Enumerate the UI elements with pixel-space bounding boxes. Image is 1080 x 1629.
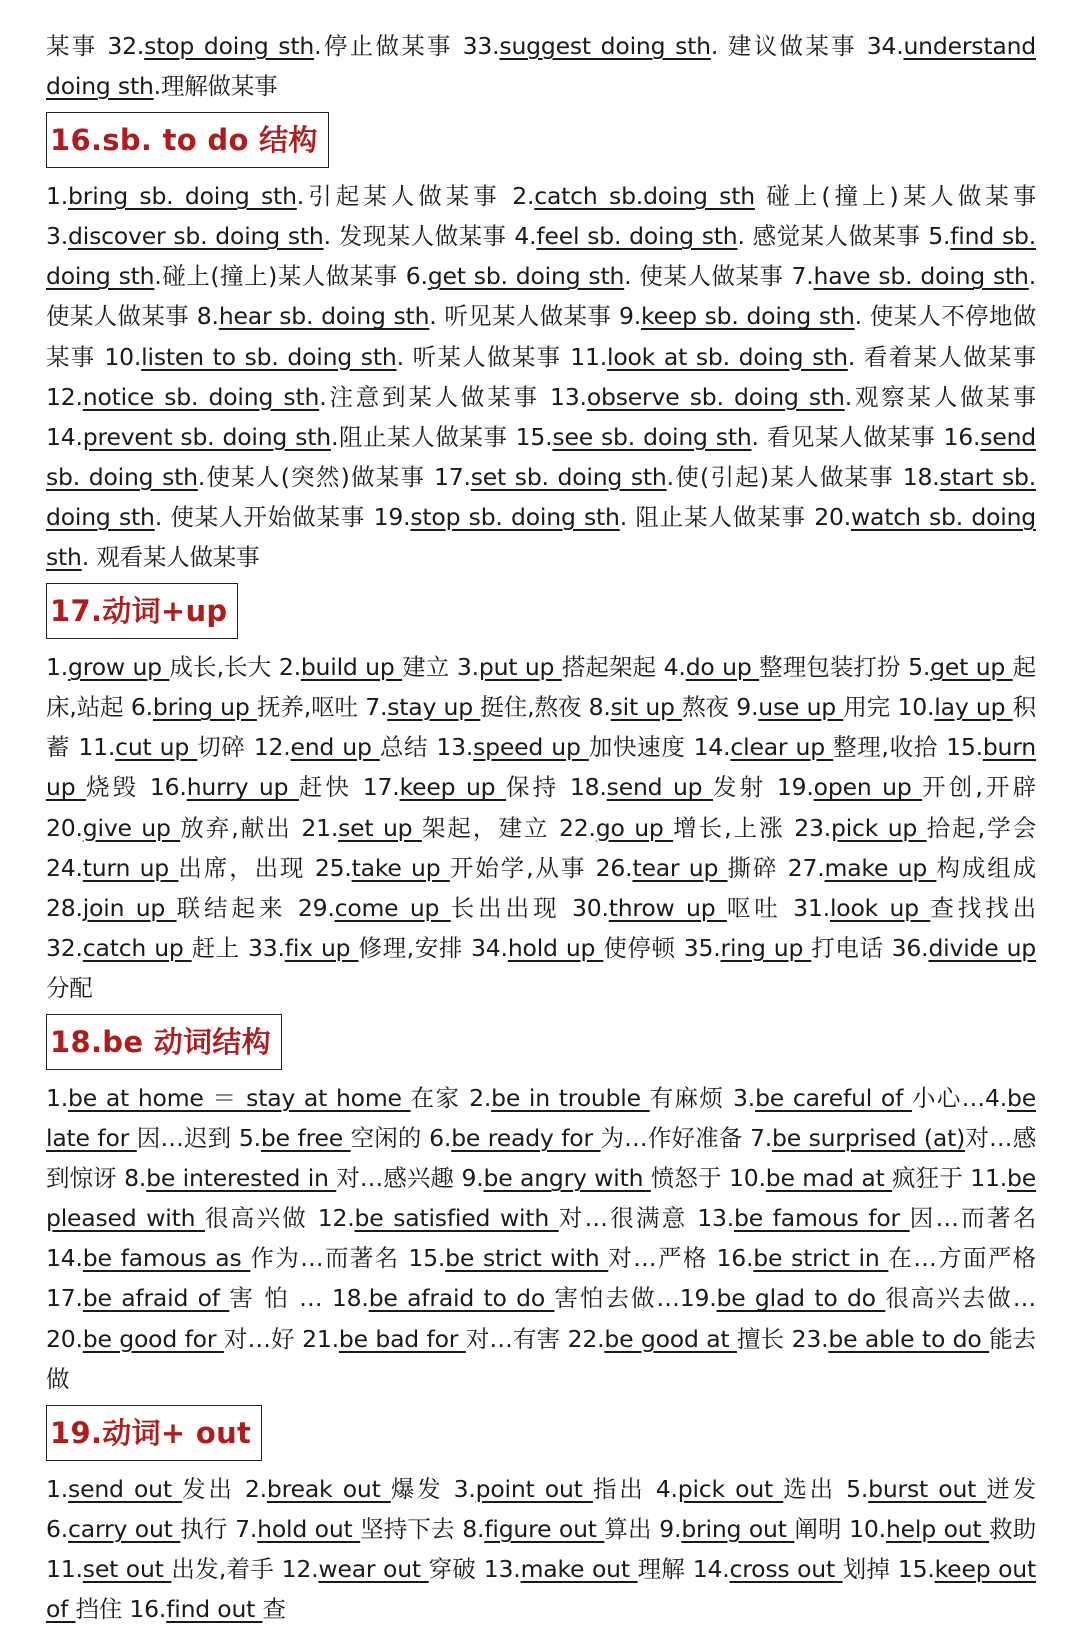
phrase-underlined: come up <box>334 893 451 922</box>
text-segment: . 使某人开始做某事 19. <box>154 502 411 531</box>
text-segment: . 看着某人做某事 12. <box>46 342 1037 411</box>
section-paragraph <box>46 176 1036 577</box>
text-segment: 1. <box>46 653 69 682</box>
phrase-underlined: set out <box>82 1554 172 1583</box>
text-segment: 查 <box>262 1595 286 1623</box>
text-segment: 碰上(撞上)某人做某事 3. <box>46 182 1036 251</box>
phrase-underlined: do up <box>685 653 760 682</box>
text-segment: 很高兴做 12. <box>205 1204 355 1233</box>
phrase-underlined: be interested in <box>146 1164 337 1193</box>
text-segment: 空闲的 6. <box>350 1124 452 1153</box>
text-segment: 阐明 10. <box>794 1514 886 1543</box>
phrase-underlined: stay up <box>387 693 481 722</box>
phrase-underlined: make out <box>520 1554 638 1583</box>
text-segment: 在…方面严格 17. <box>46 1244 1036 1313</box>
text-segment: 很高兴去做…20. <box>46 1284 1036 1353</box>
phrase-underlined: start sb. doing sth <box>46 462 1036 531</box>
phrase-underlined: point out <box>475 1474 593 1503</box>
phrase-underlined: be famous as <box>82 1244 251 1273</box>
text-segment: 积蓄 11. <box>46 693 1036 762</box>
phrase-underlined: be able to do <box>828 1324 990 1353</box>
phrase-underlined: be bad for <box>338 1324 466 1353</box>
phrase-underlined: put up <box>478 653 562 682</box>
phrase-underlined: be famous for <box>733 1204 910 1233</box>
phrase-underlined: watch sb. doing sth <box>46 502 1036 572</box>
text-segment: 联结起来 29. <box>176 893 335 922</box>
phrase-underlined: be strict with <box>445 1244 609 1273</box>
phrase-underlined: get sb. doing sth <box>427 262 625 291</box>
text-segment: 发射 19. <box>713 773 814 802</box>
text-segment: 拾起,学会 24. <box>46 813 1037 882</box>
text-segment: 救助 11. <box>46 1514 1036 1583</box>
text-segment: 开创,开辟 20. <box>46 773 1036 842</box>
text-segment: 1. <box>46 1474 69 1503</box>
phrase-underlined: pick out <box>677 1474 784 1503</box>
text-segment: 疯狂于 11. <box>892 1164 1008 1193</box>
text-segment: 呕吐 31. <box>726 893 830 922</box>
text-segment: . 使某人不停地做某事 10. <box>46 302 1037 371</box>
phrase-underlined: fix up <box>284 933 359 962</box>
phrase-underlined: keep sb. doing sth <box>641 302 855 331</box>
phrase-underlined: bring out <box>681 1514 795 1543</box>
phrase-underlined: throw up <box>608 893 727 922</box>
text-segment: 抚养,呕吐 7. <box>256 693 388 722</box>
intro-paragraph <box>46 26 1036 106</box>
text-segment: 架起，建立 22. <box>421 813 596 842</box>
text-segment: 在家 2. <box>410 1083 492 1112</box>
phrase-underlined: pick up <box>831 813 927 842</box>
phrase-underlined: lay up <box>934 693 1013 722</box>
text-segment: 为…作好准备 7. <box>600 1124 772 1153</box>
phrase-underlined: get up <box>930 653 1013 682</box>
phrase-underlined: set up <box>338 813 422 842</box>
phrase-underlined: look up <box>829 893 931 922</box>
phrase-underlined: be satisfied with <box>354 1204 559 1233</box>
text-segment: .阻止某人做某事 15. <box>330 422 553 451</box>
text-segment: . 看见某人做某事 16. <box>751 422 981 451</box>
section-paragraph <box>46 1078 1036 1399</box>
phrase-underlined: understand doing sth <box>46 32 1036 101</box>
phrase-underlined: catch sb.doing sth <box>534 182 755 211</box>
text-segment: 对…感到惊讶 8. <box>46 1124 1036 1193</box>
text-segment: .理解做某事 <box>153 72 278 101</box>
text-segment: .注意到某人做某事 13. <box>319 382 587 411</box>
text-segment: . 感觉某人做某事 5. <box>737 222 951 251</box>
text-segment: 开始学,从事 26. <box>449 853 633 882</box>
text-segment: 整理包装打扮 5. <box>759 653 931 682</box>
text-segment: 出发,着手 12. <box>171 1554 319 1583</box>
phrase-underlined: send up <box>606 773 714 802</box>
text-segment: . 建议做某事 34. <box>710 32 904 60</box>
text-segment: 建立 3. <box>402 653 479 682</box>
phrase-underlined: cross out <box>729 1554 843 1583</box>
text-segment: .停止做某事 33. <box>314 32 500 60</box>
phrase-underlined: hold up <box>507 933 604 962</box>
text-segment: 执行 7. <box>180 1514 258 1543</box>
phrase-underlined: turn up <box>82 853 179 882</box>
phrase-underlined: cut up <box>115 733 198 762</box>
text-segment: 理解 14. <box>637 1554 730 1583</box>
phrase-underlined: suggest doing sth <box>499 32 711 60</box>
phrase-underlined: send out <box>68 1474 183 1503</box>
phrase-underlined: hurry up <box>186 773 299 802</box>
phrase-underlined: discover sb. doing sth <box>68 222 324 251</box>
phrase-underlined: figure out <box>484 1514 605 1543</box>
phrase-underlined: bring sb. doing sth <box>68 182 297 211</box>
phrase-underlined: be afraid to do <box>368 1284 555 1313</box>
text-segment: 赶快 17. <box>298 773 400 802</box>
phrase-underlined: be angry with <box>483 1164 651 1193</box>
phrase-underlined: be free <box>260 1124 351 1153</box>
phrase-underlined: observe sb. doing sth <box>586 382 845 411</box>
phrase-underlined: be good at <box>604 1324 737 1353</box>
text-segment: . 听见某人做某事 9. <box>429 302 642 331</box>
phrase-underlined: find sb. doing sth <box>46 222 1036 291</box>
text-segment: 因…迟到 5. <box>136 1124 261 1153</box>
text-segment: 能去做 <box>46 1324 1036 1393</box>
text-segment: 1. <box>46 182 69 211</box>
section-heading: 17.动词+up <box>46 583 238 639</box>
phrase-underlined: notice sb. doing sth <box>82 382 320 411</box>
phrase-underlined: prevent sb. doing sth <box>82 422 331 451</box>
text-segment: 愤怒于 10. <box>650 1164 766 1193</box>
phrase-underlined: hear sb. doing sth <box>218 302 430 331</box>
section-heading-wrap <box>46 1014 1036 1070</box>
phrase-underlined: find out <box>166 1595 263 1623</box>
text-segment: 保持 18. <box>506 773 607 802</box>
phrase-underlined: hold out <box>257 1514 361 1543</box>
text-segment: 划掉 15. <box>842 1554 935 1583</box>
section-heading: 18.be 动词结构 <box>46 1014 282 1070</box>
phrase-underlined: set sb. doing sth <box>470 462 667 491</box>
text-segment: 算出 9. <box>604 1514 682 1543</box>
phrase-underlined: go up <box>595 813 674 842</box>
text-segment: 长出出现 30. <box>450 893 609 922</box>
phrase-underlined: feel sb. doing sth <box>536 222 738 251</box>
text-segment: 撕碎 27. <box>727 853 825 882</box>
text-segment: 使停顿 35. <box>603 933 721 962</box>
phrase-underlined: be at home ＝ stay at home <box>68 1083 411 1112</box>
phrase-underlined: be surprised (at) <box>772 1124 966 1153</box>
section-heading: 16.sb. to do 结构 <box>46 112 329 168</box>
phrase-underlined: grow up <box>68 653 170 682</box>
text-segment: 迸发 6. <box>46 1474 1036 1543</box>
text-segment: 搭起架起 4. <box>561 653 686 682</box>
phrase-underlined: build up <box>300 653 403 682</box>
text-segment: 对…好 21. <box>223 1324 339 1353</box>
phrase-underlined: break out <box>266 1474 391 1503</box>
phrase-underlined: be in trouble <box>491 1083 650 1112</box>
text-segment: .使(引起)某人做某事 18. <box>666 462 940 491</box>
phrase-underlined: see sb. doing sth <box>552 422 752 451</box>
phrase-underlined: burst out <box>868 1474 987 1503</box>
phrase-underlined: burn up <box>46 733 1036 802</box>
phrase-underlined: have sb. doing sth <box>813 262 1029 291</box>
phrase-underlined: look at sb. doing sth <box>607 342 848 371</box>
text-segment: 对…感兴趣 9. <box>336 1164 484 1193</box>
text-segment: 加快速度 14. <box>588 733 731 762</box>
text-segment: 挺住,熬夜 8. <box>480 693 611 722</box>
text-segment: 对…有害 22. <box>465 1324 605 1353</box>
phrase-underlined: catch up <box>82 933 192 962</box>
text-segment: 对…严格 16. <box>608 1244 754 1273</box>
phrase-underlined: bring up <box>152 693 257 722</box>
text-segment: 挡住 16. <box>75 1595 167 1623</box>
text-segment: . 阻止某人做某事 20. <box>619 502 852 531</box>
text-segment: 起床,站起 6. <box>46 653 1036 722</box>
text-segment: 成长,长大 2. <box>169 653 301 682</box>
phrase-underlined: be mad at <box>765 1164 893 1193</box>
text-segment: . 发现某人做某事 4. <box>323 222 537 251</box>
text-segment: 打电话 36. <box>811 933 929 962</box>
text-segment: .观察某人做某事 14. <box>46 382 1037 451</box>
phrase-underlined: give up <box>82 813 181 842</box>
text-segment: 用完 10. <box>843 693 935 722</box>
section-heading: 19.动词+ out <box>46 1405 262 1461</box>
phrase-underlined: be late for <box>46 1083 1036 1153</box>
phrase-underlined: tear up <box>632 853 728 882</box>
text-segment: 切碎 12. <box>197 733 291 762</box>
text-segment: 1. <box>46 1083 69 1112</box>
text-segment: 总结 13. <box>379 733 474 762</box>
text-segment: 小心…4. <box>911 1083 1007 1112</box>
text-segment: 增长,上涨 23. <box>673 813 832 842</box>
text-segment: 爆发 3. <box>390 1474 476 1503</box>
text-segment: 赶上 33. <box>191 933 285 962</box>
text-segment: 出席，出现 25. <box>178 853 352 882</box>
text-segment: 坚持下去 8. <box>360 1514 485 1543</box>
text-segment: 害怕去做…19. <box>554 1284 717 1313</box>
text-segment: 烧毁 16. <box>86 773 187 802</box>
phrase-underlined: be careful of <box>755 1083 912 1112</box>
phrase-underlined: be ready for <box>451 1124 601 1153</box>
text-segment: 整理,收拾 15. <box>833 733 983 762</box>
text-segment: 擅长 23. <box>736 1324 829 1353</box>
text-segment: . 使某人做某事 8. <box>46 262 1036 331</box>
phrase-underlined: keep out of <box>46 1554 1036 1623</box>
phrase-underlined: end up <box>290 733 380 762</box>
text-segment: 因…而著名 14. <box>46 1204 1037 1273</box>
text-segment: 害 怕 … 18. <box>229 1284 369 1313</box>
text-segment: 查找找出 32. <box>46 893 1036 962</box>
phrase-underlined: carry out <box>68 1514 181 1543</box>
phrase-underlined: send sb. doing sth <box>46 422 1036 491</box>
phrase-underlined: wear out <box>318 1554 429 1583</box>
text-segment: 选出 5. <box>783 1474 869 1503</box>
text-segment: . 听某人做某事 11. <box>396 342 607 371</box>
text-segment: 有麻烦 3. <box>649 1083 756 1112</box>
phrase-underlined: speed up <box>473 733 589 762</box>
text-segment: 发出 2. <box>182 1474 267 1503</box>
phrase-underlined: use up <box>758 693 844 722</box>
phrase-underlined: open up <box>813 773 923 802</box>
text-segment: 指出 4. <box>592 1474 678 1503</box>
text-segment: . 观看某人做某事 <box>81 543 260 572</box>
text-segment: 分配 <box>46 973 93 1002</box>
phrase-underlined: stop doing sth <box>144 32 315 60</box>
section-heading-wrap <box>46 112 1036 168</box>
section-paragraph <box>46 647 1036 1008</box>
text-segment: 构成组成 28. <box>46 853 1036 922</box>
section-heading-wrap <box>46 583 1036 639</box>
phrase-underlined: sit up <box>610 693 683 722</box>
text-segment: .碰上(撞上)某人做某事 6. <box>154 262 428 291</box>
text-segment: 某事 32. <box>46 32 145 60</box>
sections-container <box>46 112 1036 1629</box>
phrase-underlined: help out <box>885 1514 990 1543</box>
phrase-underlined: ring up <box>720 933 812 962</box>
text-segment: 熬夜 9. <box>682 693 759 722</box>
phrase-underlined: join up <box>82 893 177 922</box>
phrase-underlined: be afraid of <box>82 1284 230 1313</box>
section-paragraph <box>46 1469 1036 1629</box>
phrase-underlined: be pleased with <box>46 1164 1037 1233</box>
phrase-underlined: keep up <box>399 773 507 802</box>
phrase-underlined: divide up <box>928 933 1036 962</box>
phrase-underlined: stop sb. doing sth <box>410 502 620 531</box>
text-segment: 作为…而著名 15. <box>250 1244 446 1273</box>
text-segment: 放弃,献出 21. <box>180 813 339 842</box>
phrase-underlined: clear up <box>730 733 834 762</box>
text-segment: 对…很满意 13. <box>558 1204 734 1233</box>
text-segment: 穿破 13. <box>428 1554 521 1583</box>
phrase-underlined: be good for <box>82 1324 224 1353</box>
text-segment: .引起某人做某事 2. <box>296 182 535 211</box>
phrase-underlined: be glad to do <box>716 1284 886 1313</box>
phrase-underlined: be strict in <box>753 1244 889 1273</box>
phrase-underlined: make up <box>824 853 937 882</box>
text-segment: . 使某人做某事 7. <box>624 262 814 291</box>
phrase-underlined: listen to sb. doing sth <box>141 342 397 371</box>
section-heading-wrap <box>46 1405 1036 1461</box>
phrase-underlined: take up <box>351 853 450 882</box>
text-segment: .使某人(突然)做某事 17. <box>197 462 471 491</box>
text-segment: 修理,安排 34. <box>358 933 508 962</box>
